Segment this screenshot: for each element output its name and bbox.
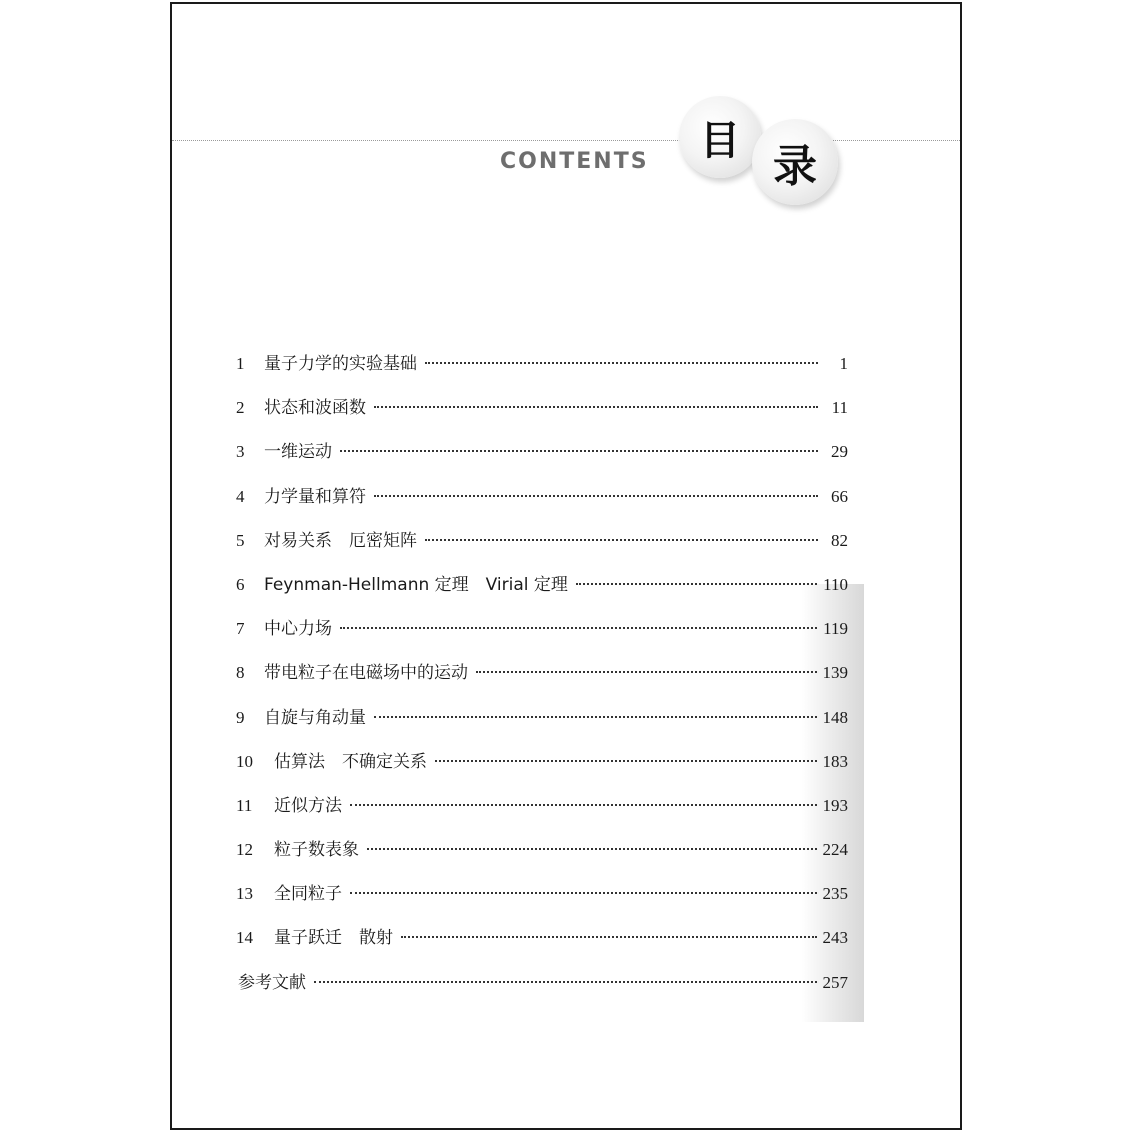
book-page [170,2,962,1130]
toc-page-number: 243 [822,928,848,948]
table-of-contents [236,349,848,1012]
toc-entry[interactable] [236,703,848,747]
header-divider [172,140,960,141]
toc-dot-leader [374,495,818,497]
toc-number: 13 [236,884,253,904]
toc-dot-leader [350,892,817,894]
toc-number: 1 [236,354,245,373]
toc-dot-leader [425,362,818,364]
toc-number: 5 [236,530,245,550]
toc-page-number: 183 [822,751,848,771]
toc-number: 9 [236,707,245,727]
title-badge-mu [679,96,761,178]
toc-dot-leader [350,804,817,806]
toc-dot-leader [401,936,817,938]
toc-dot-leader [576,583,817,585]
toc-entry[interactable] [236,968,848,1012]
toc-number: 3 [236,442,245,462]
toc-entry[interactable] [236,923,848,967]
toc-title: 自旋与角动量 [264,707,366,728]
toc-title: 中心力场 [264,619,332,640]
toc-page-number: 11 [831,398,848,418]
toc-page-number: 139 [822,663,848,683]
toc-title: 一维运动 [264,442,332,463]
toc-dot-leader [374,716,817,718]
toc-entry[interactable] [236,393,848,437]
toc-title: 力学量和算符 [264,486,366,507]
toc-entry[interactable] [236,482,848,526]
toc-title: 状态和波函数 [264,398,366,419]
title-char-mu: 目 [700,117,740,164]
toc-entry[interactable] [236,614,848,658]
toc-page-number: 66 [831,486,848,506]
toc-title: 带电粒子在电磁场中的运动 [264,663,468,684]
toc-title: 参考文献 [238,972,306,993]
toc-number: 2 [236,398,245,418]
toc-number: 11 [236,795,253,815]
contents-label: CONTENTS [500,149,649,174]
toc-page-number: 224 [822,840,848,860]
toc-page-number: 110 [823,574,848,594]
toc-number: 12 [236,840,253,860]
toc-dot-leader [314,981,817,983]
toc-title: 估算法 不确定关系 [274,751,427,772]
toc-dot-leader [367,848,817,850]
toc-number: 7 [236,619,245,639]
toc-page-number: 119 [823,619,848,639]
toc-dot-leader [476,671,817,673]
toc-title: 量子跃迁 散射 [274,928,393,949]
title-char-lu: 录 [773,141,817,192]
toc-title: 全同粒子 [274,884,342,905]
toc-number: 10 [236,751,253,771]
toc-entry[interactable] [236,879,848,923]
toc-title: Feynman-Hellmann 定理 Virial 定理 [264,574,568,595]
toc-entry[interactable] [236,570,848,614]
toc-number: 4 [236,486,245,506]
toc-entry[interactable] [236,437,848,481]
toc-page-number: 193 [822,795,848,815]
toc-title: 粒子数表象 [274,840,359,861]
title-badge-lu [752,119,838,205]
toc-entry[interactable] [236,747,848,791]
toc-dot-leader [425,539,818,541]
toc-dot-leader [340,627,817,629]
toc-page-number: 29 [831,442,848,462]
toc-dot-leader [374,406,818,408]
toc-number: 14 [236,928,253,948]
toc-page-number: 235 [822,884,848,904]
toc-entry[interactable] [236,835,848,879]
toc-title: 量子力学的实验基础 [264,354,417,374]
toc-title: 对易关系 厄密矩阵 [264,530,417,551]
toc-page-number: 1 [839,354,848,373]
toc-page-number: 82 [831,530,848,550]
toc-page-number: 257 [822,972,848,992]
toc-entry[interactable] [236,526,848,570]
toc-dot-leader [340,450,818,452]
toc-number: 6 [236,574,245,594]
toc-title: 近似方法 [274,795,342,816]
toc-number: 8 [236,663,245,683]
toc-page-number: 148 [822,707,848,727]
toc-entry[interactable] [236,658,848,702]
toc-entry[interactable] [236,349,848,393]
toc-dot-leader [435,760,817,762]
toc-entry[interactable] [236,791,848,835]
